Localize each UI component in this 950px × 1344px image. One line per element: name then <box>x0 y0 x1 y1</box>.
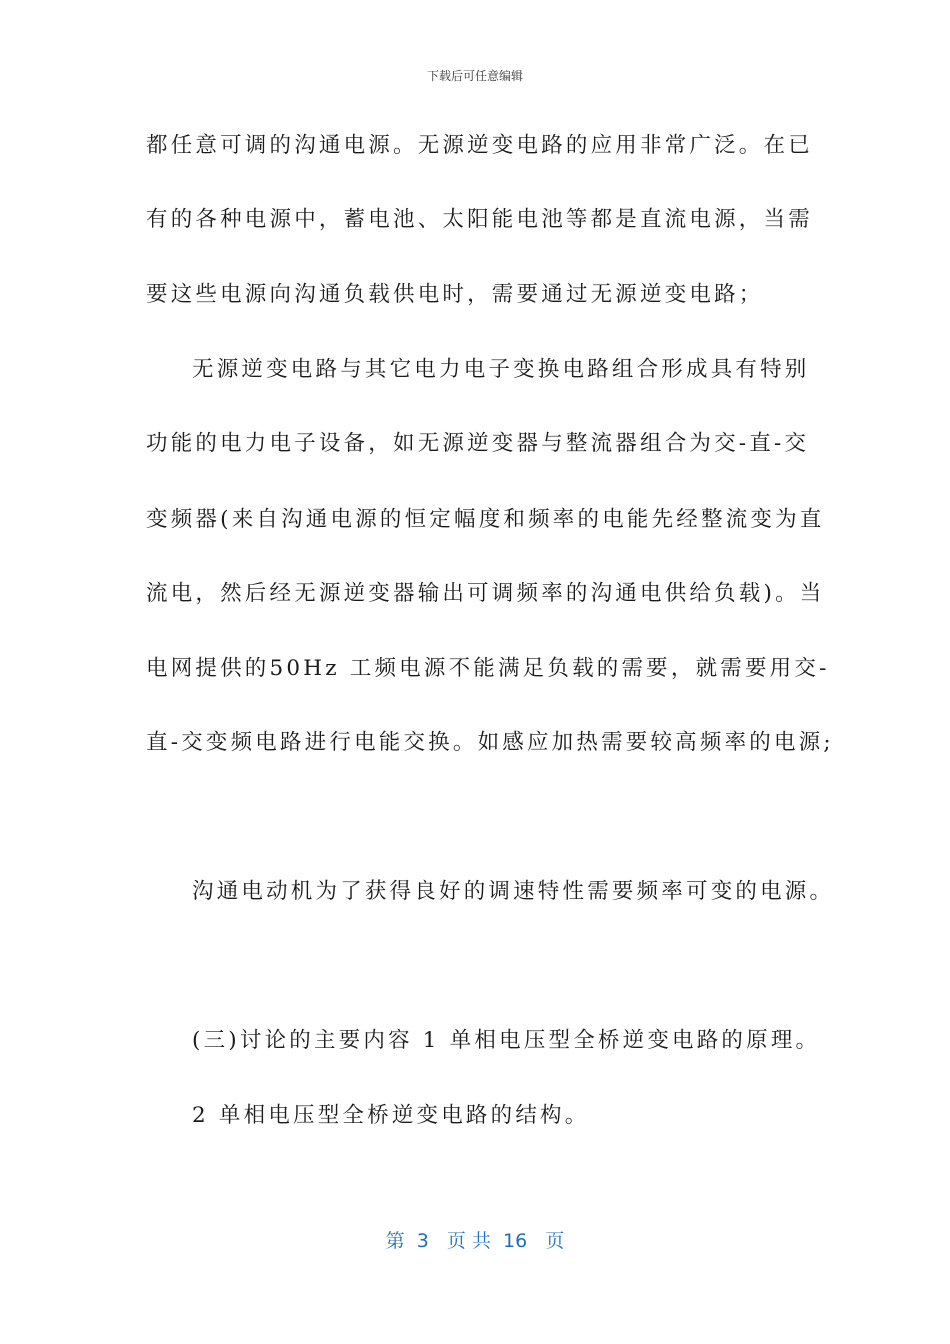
page-header: 下载后可任意编辑 <box>426 69 523 83</box>
body-line-3: 要这些电源向沟通负载供电时，需要通过无源逆变电路； <box>146 282 764 307</box>
body-line-10: 沟通电动机为了获得良好的调速特性需要频率可变的电源。 <box>192 879 835 904</box>
body-line-7: 流电，然后经无源逆变器输出可调频率的沟通电供给负载)。当 <box>146 581 825 606</box>
body-line-6: 变频器(来自沟通电源的恒定幅度和频率的电能先经整流变为直 <box>146 507 825 532</box>
body-line-9: 直-交变频电路进行电能交换。如感应加热需要较高频率的电源; <box>146 730 834 755</box>
body-line-11: (三)讨论的主要内容 1 单相电压型全桥逆变电路的原理。 <box>192 1028 821 1053</box>
body-line-5: 功能的电力电子设备，如无源逆变器与整流器组合为交-直-交 <box>146 431 810 456</box>
page-footer: 第 3 页 共 16 页 <box>385 1230 565 1252</box>
body-line-4: 无源逆变电路与其它电力电子变换电路组合形成具有特别 <box>192 357 810 382</box>
body-line-8: 电网提供的50Hz 工频电源不能满足负载的需要，就需要用交- <box>146 656 830 681</box>
body-line-12: 2 单相电压型全桥逆变电路的结构。 <box>192 1103 590 1128</box>
body-line-1: 都任意可调的沟通电源。无源逆变电路的应用非常广泛。在已 <box>146 133 813 158</box>
body-line-2: 有的各种电源中，蓄电池、太阳能电池等都是直流电源，当需 <box>146 207 813 232</box>
